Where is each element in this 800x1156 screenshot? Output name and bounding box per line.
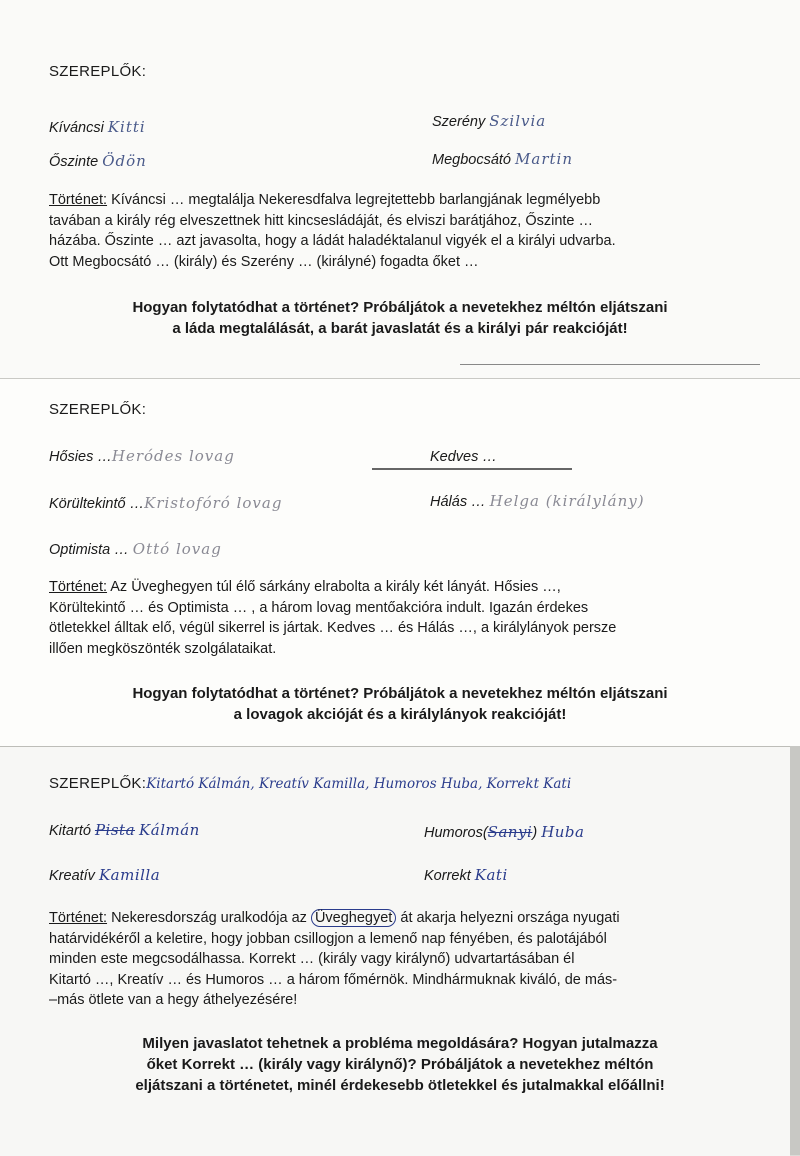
role-label: Hálás … Helga (királylány)	[430, 492, 645, 510]
card-3-heading: SZEREPLŐK:Kitartó Kálmán, Kreatív Kamilla, Humoros Huba, Korrekt Kati	[49, 775, 572, 792]
role-label: Optimista … Ottó lovag	[49, 540, 222, 558]
card-2-heading: SZEREPLŐK:	[49, 401, 147, 418]
handwritten-name: Ödön	[102, 152, 147, 170]
struck-name: Sanyi	[487, 823, 533, 841]
role-label: Körültekintő …Kristofóró lovag	[49, 494, 283, 512]
handwritten-name: Ottó lovag	[132, 540, 222, 558]
handwritten-name: Martin	[515, 150, 573, 168]
divider	[460, 364, 760, 365]
role-label: Kreatív Kamilla	[49, 866, 161, 884]
handwritten-name: Helga (királylány)	[489, 492, 645, 510]
handwritten-line	[372, 468, 572, 470]
handwritten-name: Kati	[474, 866, 508, 884]
role-label: Korrekt Kati	[424, 866, 508, 884]
card-1-question: Hogyan folytatódhat a történet? Próbáljátok a nevetekhez méltón eljátszani a láda megtalálását, a barát javaslatát és a királyi pár reakcióját!	[132, 299, 668, 337]
card-1-heading: SZEREPLŐK:	[49, 63, 147, 80]
role-label: Megbocsátó Martin	[432, 150, 573, 168]
role-label: Kitartó Pista Kálmán	[49, 821, 200, 839]
circled-word: Üveghegyet	[311, 909, 396, 927]
handwritten-name: Huba	[541, 823, 585, 841]
role-label: Szerény Szilvia	[432, 112, 547, 130]
card-3-question: Milyen javaslatot tehetnek a probléma megoldására? Hogyan jutalmazza őket Korrekt … (király vagy királynő)? Próbáljátok a nevetekhez méltón eljátszani a történetet, minél érdekesebb ötletekkel és jutalmakkal előállni!	[135, 1035, 665, 1094]
role-label: Kíváncsi Kitti	[49, 118, 146, 136]
handwritten-name: Heródes lovag	[111, 447, 235, 465]
handwritten-name: Szilvia	[489, 112, 547, 130]
handwritten-name: Kamilla	[98, 866, 161, 884]
role-label: Kedves …	[430, 449, 497, 465]
card-3-story: Történet: Nekeresdország uralkodója az Üveghegyet át akarja helyezni országa nyugati határvidékéről a keletire, hogy jobban csillogjon a lemenő nap fényében, és palotájából minden este megcsodálhassa. Korrekt … (király vagy királynő) udvartartásában él Kitartó …, Kreatív … és Humoros … a három főmérnök. Mindhármuknak kiváló, de más- –más ötlete van a hegy áthelyezésére!	[49, 910, 620, 1008]
card-1-story: Történet: Kíváncsi … megtalálja Nekeresdfalva legrejtettebb barlangjának legmélyebb tavában a király rég elveszettnek hitt kincsesládáját, és elviszi barátjához, Őszinte … házába. Őszinte … azt javasolta, hogy a ládát haladéktalanul vigyék el a királyi udvarba. Ott Megbocsátó … (király) és Szerény … (királyné) fogadta őket …	[49, 192, 616, 270]
role-label: Humoros(Sanyi) Huba	[424, 823, 585, 841]
struck-name: Pista	[94, 821, 136, 839]
handwritten-name: Kristofóró lovag	[144, 494, 283, 512]
page-edge	[790, 746, 800, 1155]
role-label: Őszinte Ödön	[49, 152, 147, 170]
handwritten-name: Kitti	[107, 118, 146, 136]
card-2-question: Hogyan folytatódhat a történet? Próbáljátok a nevetekhez méltón eljátszani a lovagok akcióját és a királylányok reakcióját!	[132, 685, 668, 723]
handwritten-name: Kálmán	[139, 821, 200, 839]
role-label: Hősies …Heródes lovag	[49, 447, 235, 465]
handwritten-names: Kitartó Kálmán, Kreatív Kamilla, Humoros Huba, Korrekt Kati	[146, 776, 572, 792]
card-2-story: Történet: Az Üveghegyen túl élő sárkány elrabolta a király két lányát. Hősies …, Körültekintő … és Optimista … , a három lovag mentőakcióra indult. Igazán érdekes ötletekkel álltak elő, végül sikerrel is jártak. Kedves … és Hálás …, a királylányok persze illően megköszönték szolgálataikat.	[49, 579, 617, 657]
